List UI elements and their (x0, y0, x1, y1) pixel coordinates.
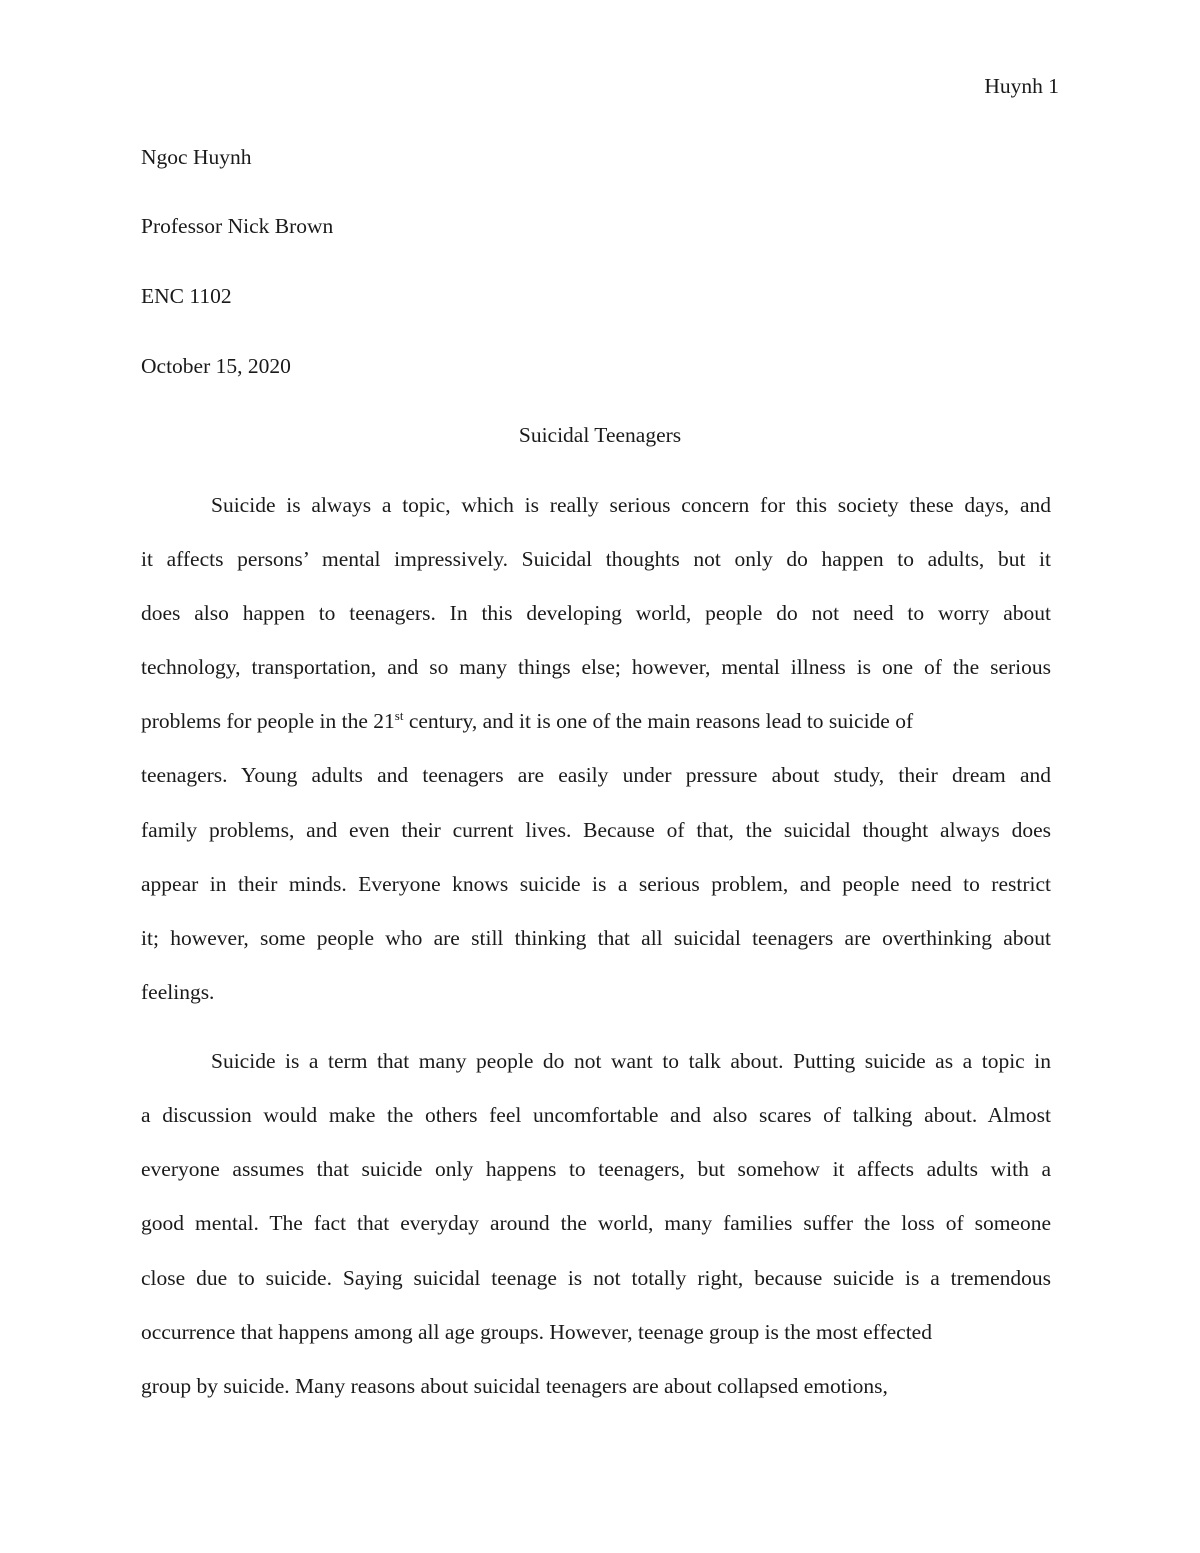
line-segment: century, and it is one of the main reasons lead to suicide of (403, 709, 914, 733)
paragraph-line: teenagers. Young adults and teenagers are easily under pressure about study, their dream and (141, 763, 1051, 787)
professor-name: Professor Nick Brown (141, 214, 334, 238)
paragraph-line: good mental. The fact that everyday around the world, many families suffer the loss of someone (141, 1211, 1051, 1235)
line-segment: problems for people in the 21 (141, 709, 395, 733)
paragraph-line: occurrence that happens among all age groups. However, teenage group is the most effected (141, 1320, 932, 1344)
paragraph-line: technology, transportation, and so many things else; however, mental illness is one of the serious (141, 655, 1051, 679)
author-name: Ngoc Huynh (141, 145, 252, 169)
paragraph-line: Suicide is a term that many people do not want to talk about. Putting suicide as a topic in (211, 1049, 1051, 1073)
page-header: Huynh 1 (984, 74, 1059, 98)
paragraph-line: close due to suicide. Saying suicidal teenage is not totally right, because suicide is a tremendous (141, 1266, 1051, 1290)
paragraph-line: group by suicide. Many reasons about suicidal teenagers are about collapsed emotions, (141, 1374, 888, 1398)
paragraph-line: appear in their minds. Everyone knows suicide is a serious problem, and people need to restrict (141, 872, 1051, 896)
essay-title: Suicidal Teenagers (518, 423, 682, 447)
paragraph-line: Suicide is always a topic, which is really serious concern for this society these days, and (211, 493, 1051, 517)
course-code: ENC 1102 (141, 284, 232, 308)
superscript: st (394, 707, 404, 723)
paragraph-line: everyone assumes that suicide only happens to teenagers, but somehow it affects adults with a (141, 1157, 1051, 1181)
paragraph-line: it affects persons’ mental impressively. Suicidal thoughts not only do happen to adults, but it (141, 547, 1051, 571)
paragraph-line: does also happen to teenagers. In this developing world, people do not need to worry about (141, 601, 1051, 625)
paragraph-line: it; however, some people who are still thinking that all suicidal teenagers are overthinking about (141, 926, 1051, 950)
document-date: October 15, 2020 (141, 354, 291, 378)
paragraph-line (141, 707, 913, 735)
paragraph-line: family problems, and even their current lives. Because of that, the suicidal thought always does (141, 818, 1051, 842)
paragraph-line: feelings. (141, 980, 215, 1004)
paragraph-line: a discussion would make the others feel uncomfortable and also scares of talking about. Almost (141, 1103, 1051, 1127)
